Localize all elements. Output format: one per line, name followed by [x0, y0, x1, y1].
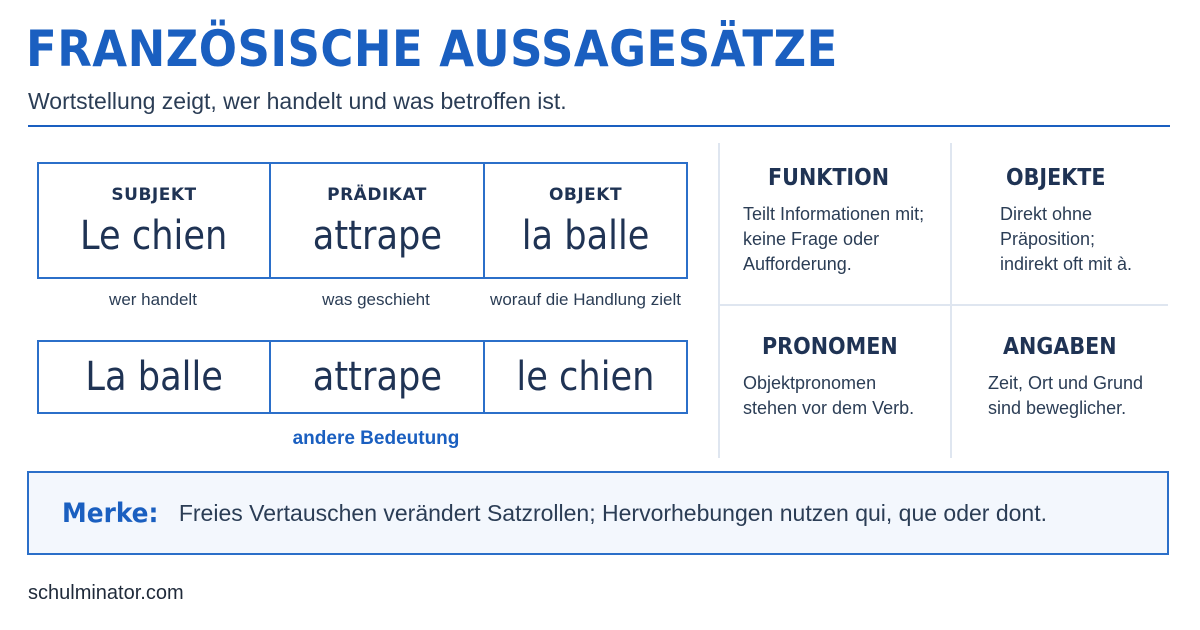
grid-divider-left [718, 143, 720, 458]
footer-site-name: schulminator.com [28, 582, 184, 604]
swapped-meaning-note: andere Bedeutung [292, 428, 460, 449]
cell-swapped-first [39, 342, 271, 412]
word-swapped-verb: attrape [312, 354, 442, 400]
page-subtitle: Wortstellung zeigt, wer handelt und was betroffen ist. [28, 88, 567, 114]
cell-predicate [271, 164, 485, 277]
info-text-objekte: Direkt ohne Präposition; indirekt oft mit à. [1000, 204, 1133, 274]
note-text: Freies Vertauschen verändert Satzrollen; Hervorhebungen nutzen qui, que oder dont. [178, 499, 1048, 526]
cell-subject [39, 164, 271, 277]
info-heading-funktion: FUNKTION [768, 165, 890, 191]
gloss-object: worauf die Handlung zielt [490, 290, 681, 309]
page-title: FRANZÖSISCHE AUSSAGESÄTZE [26, 20, 838, 78]
grid-divider-middle [720, 304, 1168, 306]
word-subject: Le chien [80, 212, 228, 259]
info-text-angaben: Zeit, Ort und Grund sind beweglicher. [988, 373, 1144, 418]
sentence-table-original [37, 162, 688, 279]
cell-object [485, 164, 686, 277]
role-label-predicate: PRÄDIKAT [327, 184, 427, 205]
note-box [27, 471, 1169, 555]
word-object: la balle [521, 212, 650, 259]
info-text-pronomen: Objektpronomen stehen vor dem Verb. [743, 373, 915, 418]
cell-swapped-last [485, 342, 686, 412]
info-text-funktion: Teilt Informationen mit; keine Frage oder Aufforderung. [743, 204, 925, 274]
info-heading-pronomen: PRONOMEN [762, 334, 898, 360]
word-predicate: attrape [312, 212, 442, 259]
word-swapped-first: La balle [85, 354, 223, 400]
sentence-table-swapped [37, 340, 688, 414]
note-label: Merke: [62, 497, 159, 529]
word-swapped-last: le chien [516, 354, 655, 400]
role-label-object: OBJEKT [548, 184, 623, 205]
gloss-subject: wer handelt [109, 290, 197, 309]
grid-divider-center [950, 143, 952, 458]
title-divider [28, 125, 1170, 127]
cell-swapped-verb [271, 342, 485, 412]
info-heading-angaben: ANGABEN [1003, 334, 1117, 360]
role-label-subject: SUBJEKT [111, 184, 197, 205]
gloss-predicate: was geschieht [322, 290, 430, 309]
info-heading-objekte: OBJEKTE [1006, 165, 1106, 191]
